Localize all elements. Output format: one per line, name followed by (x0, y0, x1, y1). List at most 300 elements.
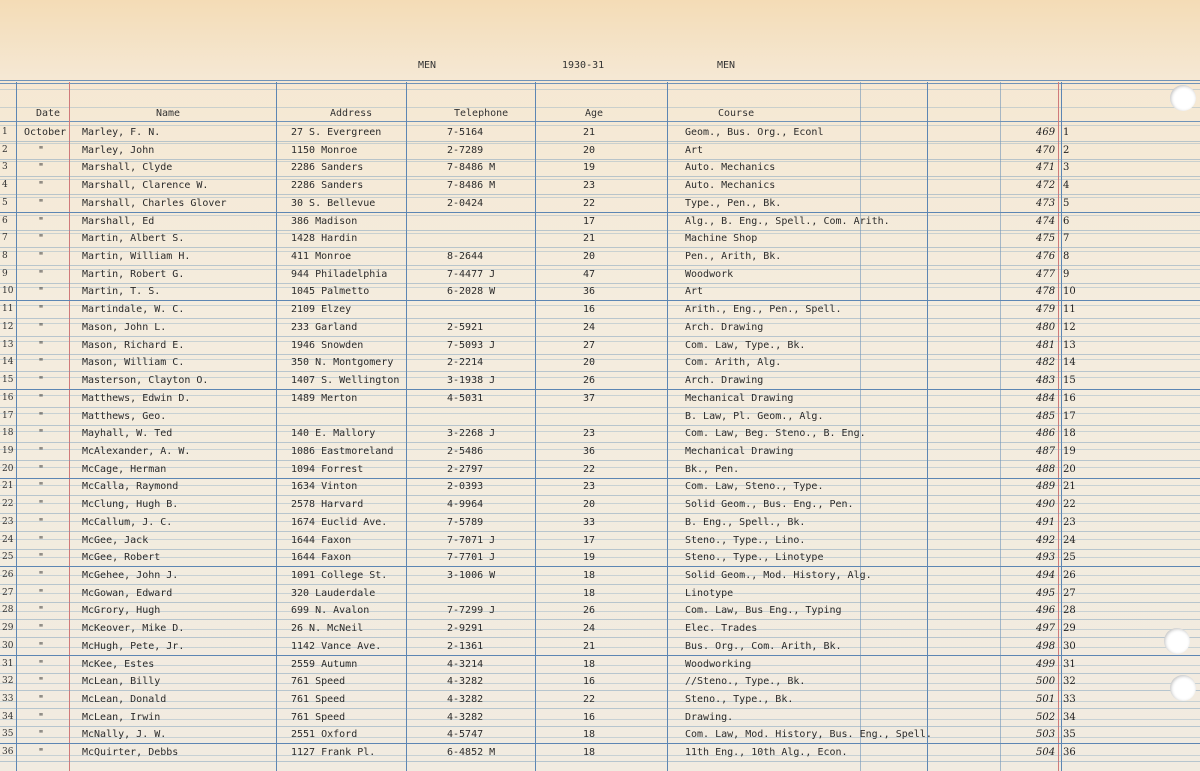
row-rule (0, 531, 1200, 532)
age-cell: 18 (583, 587, 596, 599)
course-cell: Type., Pen., Bk. (685, 197, 782, 209)
col-header-name: Name (156, 108, 181, 119)
course-cell: Machine Shop (685, 233, 758, 245)
row-rule (0, 371, 1200, 372)
reference-number: 493 (1036, 552, 1056, 564)
telephone-cell: 6-2028 W (447, 286, 496, 298)
age-cell: 18 (583, 658, 596, 670)
date-cell: " (38, 640, 45, 652)
course-cell: Com. Law, Beg. Steno., B. Eng. (685, 428, 866, 440)
col-rule (1061, 82, 1062, 771)
header-rule-bottom (0, 121, 1200, 122)
date-cell: " (38, 233, 45, 245)
date-cell: " (38, 605, 45, 617)
course-cell: Steno., Type., Lino. (685, 534, 806, 546)
reference-number: 496 (1036, 605, 1056, 617)
address-cell: 386 Madison (291, 215, 358, 227)
telephone-cell: 7-5164 (447, 127, 484, 138)
row-rule (0, 247, 1200, 248)
row-number-right: 6 (1063, 215, 1070, 227)
col-rule (406, 82, 407, 771)
row-number: 21 (2, 481, 14, 492)
name-cell: Marshall, Ed (82, 215, 155, 227)
reference-number: 495 (1036, 587, 1056, 599)
course-cell: Solid Geom., Mod. History, Alg. (685, 570, 872, 581)
age-cell: 22 (583, 694, 596, 706)
row-number: 5 (2, 197, 8, 208)
row-number-right: 35 (1063, 729, 1076, 741)
name-cell: McClung, Hugh B. (82, 499, 179, 511)
reference-number: 498 (1036, 640, 1056, 652)
date-cell: " (38, 144, 45, 156)
course-cell: Com. Law, Mod. History, Bus. Eng., Spell. (685, 729, 932, 741)
reference-number: 473 (1036, 197, 1056, 209)
name-cell: McKee, Estes (82, 658, 155, 670)
row-number: 30 (2, 640, 14, 651)
name-cell: McCage, Herman (82, 463, 167, 475)
telephone-cell: 2-2797 (447, 463, 484, 475)
row-number-right: 32 (1063, 676, 1076, 688)
age-cell: 24 (583, 321, 596, 333)
course-cell: Com. Law, Bus Eng., Typing (685, 605, 842, 617)
name-cell: Matthews, Geo. (82, 410, 167, 422)
date-cell: October (24, 127, 67, 138)
row-number-right: 30 (1063, 640, 1076, 652)
telephone-cell: 2-1361 (447, 640, 484, 652)
reference-number: 472 (1036, 180, 1056, 192)
col-rule (16, 82, 17, 771)
reference-number: 475 (1036, 233, 1056, 245)
row-number: 15 (2, 375, 14, 386)
telephone-cell: 6-4852 M (447, 747, 496, 759)
row-number: 29 (2, 623, 14, 634)
name-cell: McGee, Robert (82, 552, 161, 564)
row-number: 25 (2, 552, 14, 563)
date-cell: " (38, 162, 45, 174)
row-rule (0, 141, 1200, 142)
reference-number: 477 (1036, 268, 1056, 280)
row-rule (0, 442, 1200, 443)
telephone-cell: 4-5031 (447, 392, 484, 404)
row-number: 28 (2, 605, 14, 616)
row-number: 10 (2, 286, 14, 297)
course-cell: B. Eng., Spell., Bk. (685, 516, 806, 528)
row-rule (0, 283, 1200, 284)
age-cell: 19 (583, 162, 596, 174)
reference-number: 481 (1036, 339, 1056, 351)
age-cell: 16 (583, 304, 596, 316)
row-number: 17 (2, 410, 14, 421)
header-rule-top (0, 80, 1200, 81)
row-number-right: 14 (1063, 357, 1076, 369)
row-rule (0, 265, 1200, 266)
age-cell: 20 (583, 144, 596, 156)
row-number-right: 3 (1063, 162, 1070, 174)
row-number-right: 1 (1063, 127, 1070, 138)
telephone-cell: 7-7299 J (447, 605, 496, 617)
course-cell: 11th Eng., 10th Alg., Econ. (685, 747, 848, 759)
date-cell: " (38, 375, 45, 387)
row-rule (0, 584, 1200, 585)
date-cell: " (38, 392, 45, 404)
course-cell: Geom., Bus. Org., Econl (685, 127, 824, 138)
date-cell: " (38, 286, 45, 298)
col-header-telephone: Telephone (454, 108, 509, 119)
date-cell: " (38, 694, 45, 706)
col-rule (1058, 82, 1059, 771)
telephone-cell: 2-0424 (447, 197, 484, 209)
row-number-right: 12 (1063, 321, 1076, 333)
telephone-cell: 4-3282 (447, 676, 484, 688)
name-cell: Matthews, Edwin D. (82, 392, 191, 404)
age-cell: 22 (583, 463, 596, 475)
row-number: 4 (2, 180, 8, 191)
address-cell: 2559 Autumn (291, 658, 358, 670)
row-rule (0, 566, 1200, 567)
date-cell: " (38, 321, 45, 333)
date-cell: " (38, 552, 45, 564)
address-cell: 2551 Oxford (291, 729, 358, 741)
age-cell: 21 (583, 233, 596, 245)
header-rule-2 (0, 83, 1200, 84)
reference-number: 502 (1036, 711, 1056, 723)
course-cell: Arch. Drawing (685, 375, 764, 387)
header-left: MEN (418, 60, 437, 71)
telephone-cell: 7-4477 J (447, 268, 496, 280)
reference-number: 487 (1036, 445, 1056, 457)
name-cell: Martin, Robert G. (82, 268, 185, 280)
course-cell: Pen., Arith, Bk. (685, 251, 782, 263)
address-cell: 350 N. Montgomery (291, 357, 394, 369)
row-number: 11 (2, 304, 14, 315)
date-cell: " (38, 676, 45, 688)
course-cell: Woodworking (685, 658, 752, 670)
row-rule (0, 673, 1200, 674)
reference-number: 484 (1036, 392, 1056, 404)
row-number-right: 17 (1063, 410, 1076, 422)
row-number: 14 (2, 357, 14, 368)
date-cell: " (38, 339, 45, 351)
name-cell: Martin, T. S. (82, 286, 161, 298)
age-cell: 16 (583, 711, 596, 723)
row-number: 22 (2, 499, 14, 510)
row-rule (0, 743, 1200, 744)
binder-hole (1170, 675, 1196, 701)
row-number-right: 21 (1063, 481, 1076, 493)
telephone-cell: 7-7071 J (447, 534, 496, 546)
row-number: 36 (2, 747, 14, 758)
telephone-cell: 4-9964 (447, 499, 484, 511)
reference-number: 480 (1036, 321, 1056, 333)
row-number: 8 (2, 251, 8, 262)
row-number-right: 4 (1063, 180, 1070, 192)
reference-number: 500 (1036, 676, 1056, 688)
address-cell: 699 N. Avalon (291, 605, 370, 617)
course-cell: Alg., B. Eng., Spell., Com. Arith. (685, 215, 890, 227)
age-cell: 33 (583, 516, 596, 528)
age-cell: 27 (583, 339, 596, 351)
row-number-right: 9 (1063, 268, 1070, 280)
row-number-right: 20 (1063, 463, 1076, 475)
name-cell: McGowan, Edward (82, 587, 173, 599)
address-cell: 1634 Vinton (291, 481, 358, 493)
address-cell: 233 Garland (291, 321, 358, 333)
telephone-cell: 4-3282 (447, 694, 484, 706)
row-rule (0, 407, 1200, 408)
row-number-right: 10 (1063, 286, 1076, 298)
telephone-cell: 7-8486 M (447, 162, 496, 174)
col-header-address: Address (330, 108, 373, 119)
date-cell: " (38, 357, 45, 369)
row-rule (0, 761, 1200, 762)
age-cell: 36 (583, 286, 596, 298)
reference-number: 485 (1036, 410, 1056, 422)
address-cell: 320 Lauderdale (291, 587, 376, 599)
name-cell: McGehee, John J. (82, 570, 179, 581)
date-cell: " (38, 197, 45, 209)
telephone-cell: 3-1006 W (447, 570, 496, 581)
reference-number: 470 (1036, 144, 1056, 156)
date-cell: " (38, 304, 45, 316)
binder-hole (1164, 628, 1190, 654)
date-cell: " (38, 445, 45, 457)
telephone-cell: 2-7289 (447, 144, 484, 156)
age-cell: 23 (583, 428, 596, 440)
row-number-right: 7 (1063, 233, 1070, 245)
row-number-right: 28 (1063, 605, 1076, 617)
col-rule (860, 82, 861, 771)
row-rule (0, 495, 1200, 496)
age-cell: 18 (583, 729, 596, 741)
row-number: 20 (2, 463, 14, 474)
address-cell: 761 Speed (291, 694, 346, 706)
col-rule (535, 82, 536, 771)
reference-number: 476 (1036, 251, 1056, 263)
age-cell: 20 (583, 251, 596, 263)
address-cell: 2109 Elzey (291, 304, 352, 316)
course-cell: Auto. Mechanics (685, 180, 776, 192)
age-cell: 36 (583, 445, 596, 457)
course-cell: Steno., Type., Linotype (685, 552, 824, 564)
reference-number: 489 (1036, 481, 1056, 493)
reference-number: 499 (1036, 658, 1056, 670)
row-rule (0, 549, 1200, 550)
row-rule (0, 602, 1200, 603)
row-number-right: 19 (1063, 445, 1076, 457)
col-header-course: Course (718, 108, 755, 119)
address-cell: 140 E. Mallory (291, 428, 376, 440)
address-cell: 1644 Faxon (291, 534, 352, 546)
address-cell: 1946 Snowden (291, 339, 364, 351)
date-cell: " (38, 499, 45, 511)
row-number: 27 (2, 587, 14, 598)
name-cell: McKeover, Mike D. (82, 623, 185, 635)
name-cell: Martin, Albert S. (82, 233, 185, 245)
col-rule (1000, 82, 1001, 771)
reference-number: 483 (1036, 375, 1056, 387)
age-cell: 17 (583, 215, 596, 227)
address-cell: 1127 Frank Pl. (291, 747, 376, 759)
name-cell: Masterson, Clayton O. (82, 375, 209, 387)
age-cell: 19 (583, 552, 596, 564)
row-number: 12 (2, 321, 14, 332)
row-rule (0, 194, 1200, 195)
date-cell: " (38, 268, 45, 280)
reference-number: 501 (1036, 694, 1056, 706)
name-cell: Marley, F. N. (82, 127, 161, 138)
date-cell: " (38, 251, 45, 263)
name-cell: McHugh, Pete, Jr. (82, 640, 185, 652)
name-cell: Mason, William C. (82, 357, 185, 369)
row-rule (0, 513, 1200, 514)
course-cell: Bk., Pen. (685, 463, 740, 475)
row-number: 32 (2, 676, 14, 687)
address-cell: 1142 Vance Ave. (291, 640, 382, 652)
date-cell: " (38, 747, 45, 759)
age-cell: 24 (583, 623, 596, 635)
row-number: 6 (2, 215, 8, 226)
row-rule (0, 354, 1200, 355)
telephone-cell: 7-5093 J (447, 339, 496, 351)
name-cell: McLean, Donald (82, 694, 167, 706)
row-rule (0, 336, 1200, 337)
age-cell: 21 (583, 127, 596, 138)
name-cell: Marshall, Clarence W. (82, 180, 209, 192)
row-number-right: 34 (1063, 711, 1076, 723)
course-cell: Arith., Eng., Pen., Spell. (685, 304, 842, 316)
address-cell: 1150 Monroe (291, 144, 358, 156)
reference-number: 497 (1036, 623, 1056, 635)
row-rule (0, 425, 1200, 426)
course-cell: Mechanical Drawing (685, 445, 794, 457)
date-cell: " (38, 587, 45, 599)
row-number-right: 36 (1063, 747, 1076, 759)
address-cell: 411 Monroe (291, 251, 352, 263)
course-cell: Com. Law, Steno., Type. (685, 481, 824, 493)
course-cell: Steno., Type., Bk. (685, 694, 794, 706)
course-cell: Art (685, 144, 704, 156)
date-cell: " (38, 570, 45, 581)
name-cell: McNally, J. W. (82, 729, 167, 741)
row-number-right: 15 (1063, 375, 1076, 387)
age-cell: 47 (583, 268, 596, 280)
date-cell: " (38, 516, 45, 528)
row-number-right: 5 (1063, 197, 1070, 209)
reference-number: 488 (1036, 463, 1056, 475)
telephone-cell: 2-5921 (447, 321, 484, 333)
name-cell: Mayhall, W. Ted (82, 428, 173, 440)
row-rule (0, 690, 1200, 691)
address-cell: 761 Speed (291, 711, 346, 723)
row-rule (0, 318, 1200, 319)
telephone-cell: 7-5789 (447, 516, 484, 528)
row-number-right: 11 (1063, 304, 1076, 316)
address-cell: 761 Speed (291, 676, 346, 688)
age-cell: 16 (583, 676, 596, 688)
row-number-right: 22 (1063, 499, 1076, 511)
address-cell: 27 S. Evergreen (291, 127, 382, 138)
telephone-cell: 4-3282 (447, 711, 484, 723)
name-cell: Martin, William H. (82, 251, 191, 263)
telephone-cell: 8-2644 (447, 251, 484, 263)
row-number-right: 24 (1063, 534, 1076, 546)
row-number: 35 (2, 729, 14, 740)
col-rule (276, 82, 277, 771)
row-number: 7 (2, 233, 8, 244)
telephone-cell: 2-5486 (447, 445, 484, 457)
age-cell: 22 (583, 197, 596, 209)
telephone-cell: 3-2268 J (447, 428, 496, 440)
age-cell: 20 (583, 357, 596, 369)
date-cell: " (38, 711, 45, 723)
row-number: 3 (2, 162, 8, 173)
course-cell: Com. Arith, Alg. (685, 357, 782, 369)
name-cell: Marshall, Charles Glover (82, 197, 227, 209)
name-cell: McGrory, Hugh (82, 605, 161, 617)
row-number: 26 (2, 570, 14, 580)
name-cell: Mason, Richard E. (82, 339, 185, 351)
row-rule (0, 708, 1200, 709)
row-number: 19 (2, 445, 14, 456)
course-cell: Mechanical Drawing (685, 392, 794, 404)
reference-number: 494 (1036, 570, 1056, 581)
name-cell: Marshall, Clyde (82, 162, 173, 174)
name-cell: McGee, Jack (82, 534, 149, 546)
row-number-right: 18 (1063, 428, 1076, 440)
row-rule (0, 300, 1200, 301)
row-number: 13 (2, 339, 14, 350)
age-cell: 26 (583, 375, 596, 387)
row-number: 2 (2, 144, 8, 155)
row-number-right: 33 (1063, 694, 1076, 706)
telephone-cell: 2-2214 (447, 357, 484, 369)
reference-number: 492 (1036, 534, 1056, 546)
telephone-cell: 7-8486 M (447, 180, 496, 192)
course-cell: B. Law, Pl. Geom., Alg. (685, 410, 824, 422)
row-number: 33 (2, 694, 14, 705)
col-rule (667, 82, 668, 771)
row-number: 1 (2, 127, 8, 137)
address-cell: 2578 Harvard (291, 499, 364, 511)
address-cell: 1407 S. Wellington (291, 375, 400, 387)
header-right: MEN (717, 60, 736, 71)
age-cell: 17 (583, 534, 596, 546)
reference-number: 471 (1036, 162, 1056, 174)
reference-number: 486 (1036, 428, 1056, 440)
telephone-cell: 2-0393 (447, 481, 484, 493)
row-number: 16 (2, 392, 14, 403)
reference-number: 482 (1036, 357, 1056, 369)
age-cell: 18 (583, 747, 596, 759)
course-cell: Elec. Trades (685, 623, 758, 635)
address-cell: 944 Philadelphia (291, 268, 388, 280)
course-cell: Solid Geom., Bus. Eng., Pen. (685, 499, 854, 511)
date-cell: " (38, 428, 45, 440)
reference-number: 474 (1036, 215, 1056, 227)
row-number-right: 27 (1063, 587, 1076, 599)
address-cell: 1674 Euclid Ave. (291, 516, 388, 528)
row-number: 34 (2, 711, 14, 722)
name-cell: McLean, Irwin (82, 711, 161, 723)
name-cell: Martindale, W. C. (82, 304, 185, 316)
row-number-right: 25 (1063, 552, 1076, 564)
col-rule (69, 82, 70, 771)
address-cell: 26 N. McNeil (291, 623, 364, 635)
telephone-cell: 4-5747 (447, 729, 484, 741)
name-cell: Mason, John L. (82, 321, 167, 333)
age-cell: 21 (583, 640, 596, 652)
telephone-cell: 7-7701 J (447, 552, 496, 564)
